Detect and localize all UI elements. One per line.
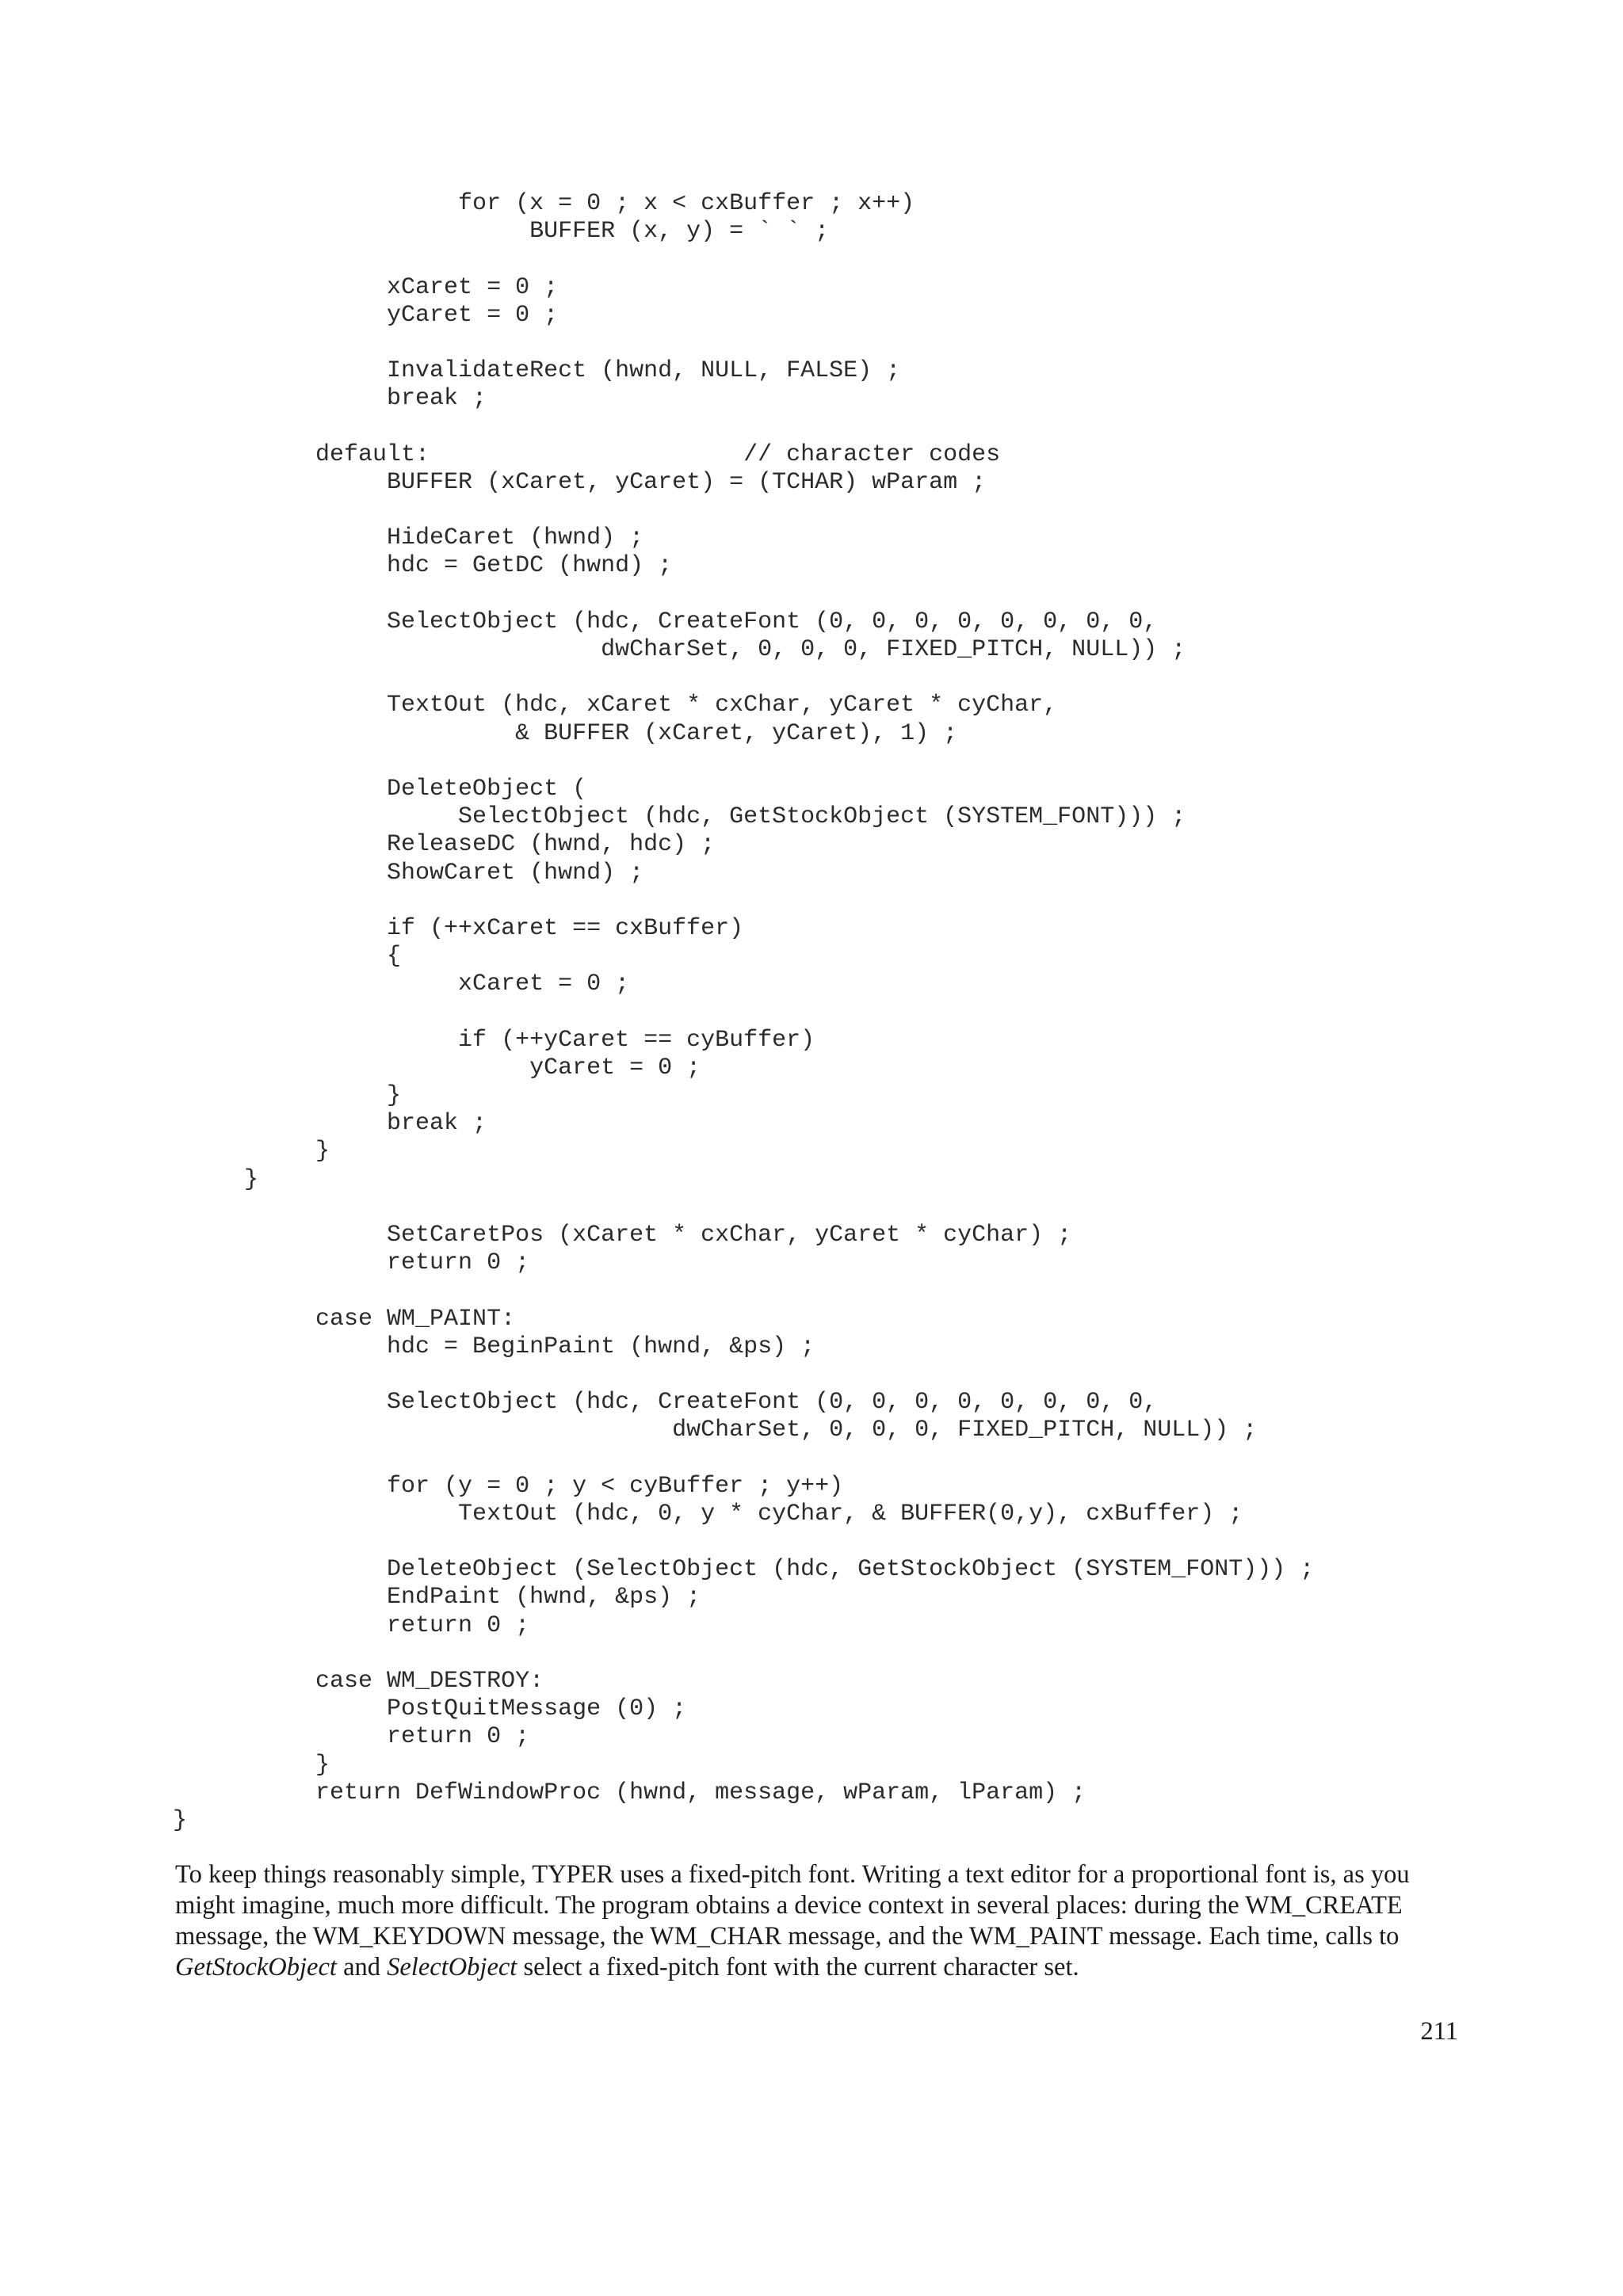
body-paragraph bbox=[175, 1859, 1463, 1983]
code-line: } bbox=[173, 1082, 402, 1109]
code-line bbox=[173, 1640, 1314, 1668]
code-line bbox=[173, 1277, 1314, 1305]
code-line bbox=[173, 1194, 1314, 1222]
code-line bbox=[173, 998, 1314, 1026]
code-line: SelectObject (hdc, GetStockObject (SYSTEM_FONT))) ; bbox=[173, 803, 1186, 831]
paragraph-italic-getstockobject: GetStockObject bbox=[175, 1953, 337, 1981]
code-line: SelectObject (hdc, CreateFont (0, 0, 0, 0, 0, 0, 0, 0, bbox=[173, 1389, 1158, 1417]
code-line bbox=[173, 1528, 1314, 1556]
code-line bbox=[173, 581, 1314, 608]
code-line: EndPaint (hwnd, &ps) ; bbox=[173, 1584, 701, 1611]
code-line: break ; bbox=[173, 1110, 487, 1138]
code-line: if (++xCaret == cxBuffer) bbox=[173, 914, 744, 942]
code-line: for (y = 0 ; y < cyBuffer ; y++) bbox=[173, 1472, 844, 1500]
code-line: } bbox=[173, 1138, 330, 1165]
code-line: yCaret = 0 ; bbox=[173, 1054, 701, 1081]
code-line: } bbox=[173, 1806, 188, 1834]
code-line: SelectObject (hdc, CreateFont (0, 0, 0, 0, 0, 0, 0, 0, bbox=[173, 608, 1158, 635]
code-line: HideCaret (hwnd) ; bbox=[173, 524, 644, 552]
code-line: { bbox=[173, 943, 402, 971]
code-line bbox=[173, 1444, 1314, 1472]
paragraph-text-part-3: select a fixed-pitch font with the current character set. bbox=[517, 1953, 1079, 1981]
code-line: } bbox=[173, 1165, 259, 1193]
code-line: dwCharSet, 0, 0, 0, FIXED_PITCH, NULL)) ; bbox=[173, 1417, 1258, 1444]
code-line: dwCharSet, 0, 0, 0, FIXED_PITCH, NULL)) ; bbox=[173, 636, 1186, 663]
code-line bbox=[173, 246, 1314, 273]
code-line: hdc = GetDC (hwnd) ; bbox=[173, 552, 673, 580]
code-line bbox=[173, 664, 1314, 692]
code-line bbox=[173, 748, 1314, 776]
code-line: return 0 ; bbox=[173, 1611, 530, 1639]
code-line: } bbox=[173, 1751, 330, 1779]
code-line: BUFFER (x, y) = ` ` ; bbox=[173, 218, 830, 246]
code-line: InvalidateRect (hwnd, NULL, FALSE) ; bbox=[173, 357, 901, 385]
code-line: yCaret = 0 ; bbox=[173, 301, 559, 329]
page-number: 211 bbox=[1420, 2017, 1458, 2046]
code-line: ReleaseDC (hwnd, hdc) ; bbox=[173, 831, 716, 859]
code-line: case WM_DESTROY: bbox=[173, 1667, 544, 1695]
code-listing bbox=[173, 190, 1314, 1835]
code-line: break ; bbox=[173, 385, 487, 413]
paragraph-italic-selectobject: SelectObject bbox=[387, 1953, 517, 1981]
code-line bbox=[173, 887, 1314, 915]
code-line: TextOut (hdc, xCaret * cxChar, yCaret * cyChar, bbox=[173, 692, 1058, 719]
code-line: & BUFFER (xCaret, yCaret), 1) ; bbox=[173, 719, 958, 747]
code-line: xCaret = 0 ; bbox=[173, 273, 559, 301]
code-line: TextOut (hdc, 0, y * cyChar, & BUFFER(0,y), cxBuffer) ; bbox=[173, 1500, 1243, 1527]
code-line: xCaret = 0 ; bbox=[173, 971, 630, 998]
code-line: PostQuitMessage (0) ; bbox=[173, 1695, 687, 1723]
code-line bbox=[173, 497, 1314, 524]
code-line: for (x = 0 ; x < cxBuffer ; x++) bbox=[173, 190, 915, 217]
code-line: SetCaretPos (xCaret * cxChar, yCaret * cyChar) ; bbox=[173, 1221, 1072, 1249]
code-line: DeleteObject ( bbox=[173, 775, 587, 803]
code-line bbox=[173, 330, 1314, 357]
code-line: hdc = BeginPaint (hwnd, &ps) ; bbox=[173, 1333, 815, 1360]
paragraph-text-part-2: and bbox=[336, 1953, 388, 1981]
code-line: default: // character codes bbox=[173, 441, 1001, 468]
code-line bbox=[173, 414, 1314, 441]
code-line: ShowCaret (hwnd) ; bbox=[173, 859, 644, 887]
code-line: return DefWindowProc (hwnd, message, wParam, lParam) ; bbox=[173, 1779, 1086, 1806]
paragraph-text-part-1: To keep things reasonably simple, TYPER uses a fixed-pitch font. Writing a text editor for a proportional font is, as you might imagine, much more difficult. The program obtains a device context in several places: during the WM_CREATE message, the WM_KEYDOWN message, the WM_CHAR message, and the WM_PAINT message. Each time, calls to bbox=[175, 1860, 1410, 1951]
code-line: return 0 ; bbox=[173, 1249, 530, 1277]
code-line: if (++yCaret == cyBuffer) bbox=[173, 1026, 815, 1054]
code-line bbox=[173, 1361, 1314, 1389]
code-line: return 0 ; bbox=[173, 1723, 530, 1751]
code-line: case WM_PAINT: bbox=[173, 1305, 516, 1333]
code-line: DeleteObject (SelectObject (hdc, GetStockObject (SYSTEM_FONT))) ; bbox=[173, 1556, 1315, 1584]
code-line: BUFFER (xCaret, yCaret) = (TCHAR) wParam ; bbox=[173, 468, 987, 496]
